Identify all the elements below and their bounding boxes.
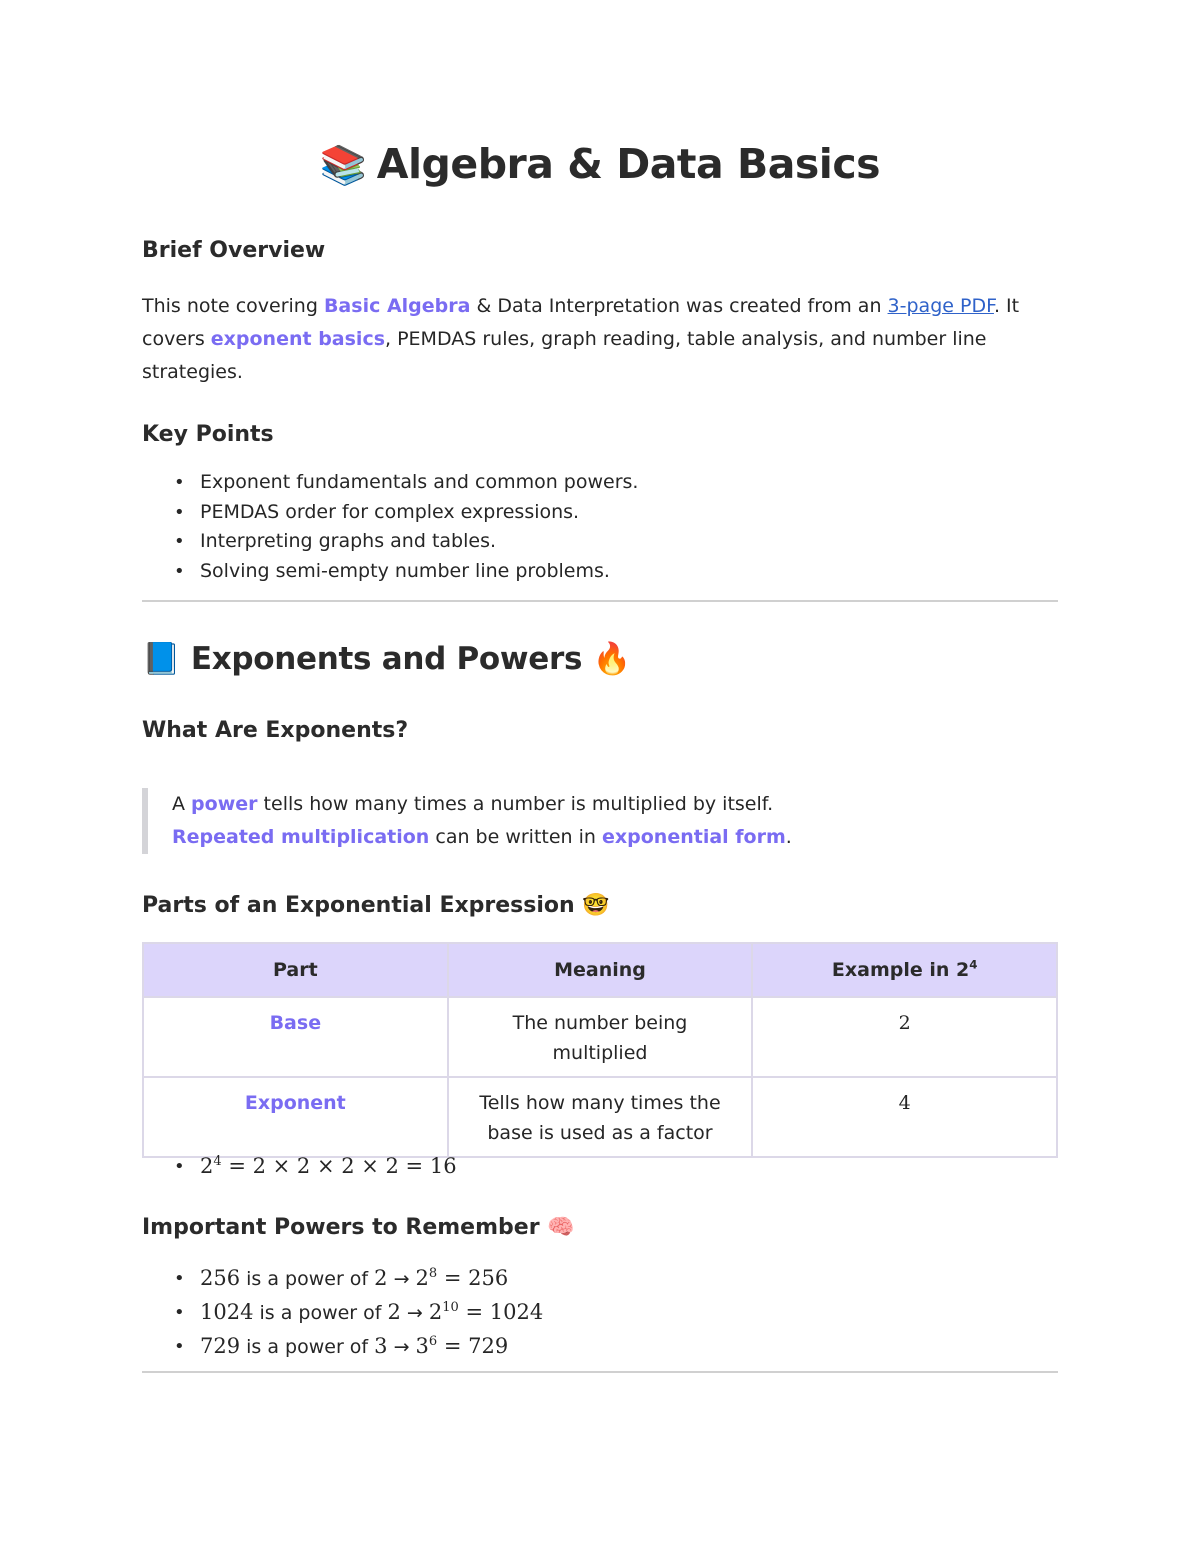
overview-paragraph xyxy=(142,290,1058,389)
powers-list xyxy=(174,1262,543,1364)
quote-text: . xyxy=(785,826,792,848)
list-item xyxy=(174,1296,543,1330)
math-base: 2 xyxy=(428,1300,443,1324)
cell-example: 4 xyxy=(752,1077,1057,1157)
list-item: • PEMDAS order for complex expressions. xyxy=(174,498,638,528)
quote-line-1 xyxy=(172,788,1072,821)
arrow-icon: → xyxy=(400,1302,429,1324)
page-title xyxy=(142,140,1058,188)
arrow-icon: → xyxy=(387,1336,416,1358)
definition-blockquote xyxy=(142,788,1072,854)
power-base-ref: 2 xyxy=(374,1266,388,1290)
power-number: 729 xyxy=(200,1334,241,1358)
highlight-repeated-multiplication: Repeated multiplication xyxy=(172,826,430,848)
math-base: 3 xyxy=(415,1334,429,1358)
list-item xyxy=(174,1150,457,1183)
quote-text: tells how many times a number is multiplied by itself. xyxy=(257,793,774,815)
books-icon: 📚 xyxy=(319,143,367,187)
list-item xyxy=(174,1262,543,1296)
overview-text-3: . It covers xyxy=(142,295,1020,350)
overview-text-1: This note covering xyxy=(142,295,324,317)
math-base: 2 xyxy=(415,1266,429,1290)
example-list xyxy=(174,1150,457,1183)
quote-text: A xyxy=(172,793,192,815)
important-powers-heading xyxy=(142,1215,575,1240)
highlight-basic-algebra: Basic Algebra xyxy=(323,295,471,317)
math-expansion: = 2 × 2 × 2 × 2 = 16 xyxy=(221,1154,457,1178)
pdf-link[interactable]: 3-page PDF xyxy=(887,295,994,317)
column-header-meaning: Meaning xyxy=(448,943,753,997)
cell-part: Exponent xyxy=(143,1077,448,1157)
what-are-exponents-heading: What Are Exponents? xyxy=(142,718,409,743)
column-header-part: Part xyxy=(143,943,448,997)
math-result: = 729 xyxy=(437,1334,509,1358)
highlight-exponent-basics: exponent basics xyxy=(210,328,386,350)
power-number: 256 xyxy=(200,1266,241,1290)
section-heading-exponents xyxy=(142,640,631,677)
example-header-exponent: 4 xyxy=(969,957,978,972)
highlight-power: power xyxy=(191,793,258,815)
key-points-list xyxy=(174,468,638,586)
power-base-ref: 2 xyxy=(387,1300,401,1324)
key-points-heading: Key Points xyxy=(142,422,274,447)
table-row xyxy=(143,997,1057,1077)
overview-text-2: & Data Interpretation was created from an xyxy=(470,295,888,317)
cell-part: Base xyxy=(143,997,448,1077)
arrow-icon: → xyxy=(387,1268,416,1290)
cell-meaning: The number being multiplied xyxy=(448,997,753,1077)
parts-heading-text: Parts of an Exponential Expression xyxy=(142,893,575,918)
overview-text-4: , PEMDAS rules, graph reading, table analysis, and number line strategies. xyxy=(142,328,987,383)
title-text: Algebra & Data Basics xyxy=(376,140,881,188)
math-result: = 256 xyxy=(437,1266,509,1290)
math-exponent: 10 xyxy=(442,1300,459,1315)
math-exponent: 8 xyxy=(428,1266,438,1281)
section-heading-text: Exponents and Powers xyxy=(190,641,583,677)
quote-line-2 xyxy=(172,821,1072,854)
list-item xyxy=(174,1330,543,1364)
table-header-row xyxy=(143,943,1057,997)
quote-text: can be written in xyxy=(429,826,602,848)
parts-heading xyxy=(142,893,610,918)
list-item: • Exponent fundamentals and common powers. xyxy=(174,468,638,498)
nerd-face-icon: 🤓 xyxy=(582,893,610,918)
list-item: • Interpreting graphs and tables. xyxy=(174,527,638,557)
divider xyxy=(142,600,1058,602)
power-text: is a power of xyxy=(240,1336,375,1358)
divider xyxy=(142,1371,1058,1373)
list-item: • Solving semi-empty number line problems. xyxy=(174,557,638,587)
column-header-example xyxy=(752,943,1057,997)
math-result: = 1024 xyxy=(458,1300,544,1324)
brain-icon: 🧠 xyxy=(547,1215,575,1240)
important-powers-text: Important Powers to Remember xyxy=(142,1215,540,1240)
example-header-text: Example in 2 xyxy=(831,959,970,981)
parts-table xyxy=(142,942,1058,1158)
power-text: is a power of xyxy=(240,1268,375,1290)
power-text: is a power of xyxy=(253,1302,388,1324)
power-base-ref: 3 xyxy=(374,1334,388,1358)
brief-overview-heading: Brief Overview xyxy=(142,238,326,263)
table-row xyxy=(143,1077,1057,1157)
math-exponent: 4 xyxy=(213,1154,222,1169)
blue-book-icon: 📘 xyxy=(142,641,181,677)
cell-example: 2 xyxy=(752,997,1057,1077)
math-exponent: 6 xyxy=(428,1334,438,1349)
math-base: 2 xyxy=(200,1154,214,1178)
cell-meaning: Tells how many times the base is used as a factor xyxy=(448,1077,753,1157)
fire-icon: 🔥 xyxy=(592,641,631,677)
highlight-exponential-form: exponential form xyxy=(602,826,786,848)
power-number: 1024 xyxy=(200,1300,254,1324)
